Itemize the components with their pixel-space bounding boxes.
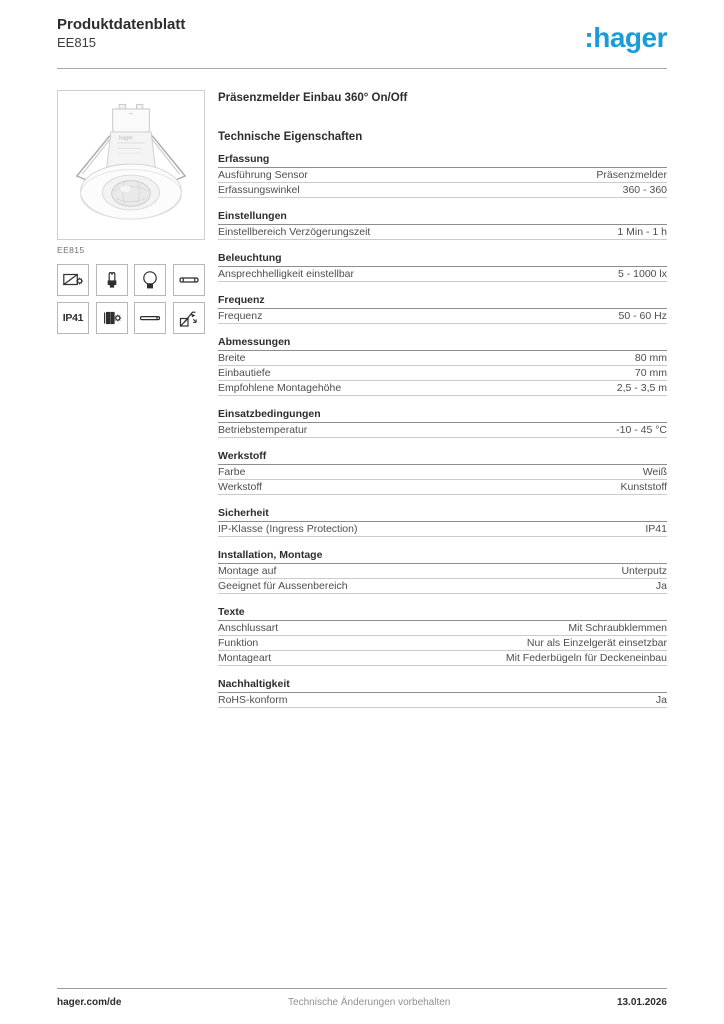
spec-row [218, 267, 667, 282]
product-image [57, 90, 205, 240]
spec-section [218, 508, 667, 537]
spec-row [218, 579, 667, 594]
spec-row-label: Ausführung Sensor [218, 169, 308, 181]
hager-logo: :hager [584, 22, 667, 53]
spec-section [218, 295, 667, 324]
spec-row-label: Werkstoff [218, 481, 262, 493]
spec-row [218, 651, 667, 666]
spec-row-value: Präsenzmelder [596, 169, 667, 181]
spec-row-value: Weiß [642, 466, 667, 478]
spec-section [218, 154, 667, 198]
spec-section-title: Nachhaltigkeit [218, 679, 667, 693]
spec-row-value: 2,5 - 3,5 m [616, 382, 667, 394]
spec-section-title: Einsatzbedingungen [218, 409, 667, 423]
spec-section-title: Installation, Montage [218, 550, 667, 564]
header-divider [57, 68, 667, 69]
spec-row [218, 621, 667, 636]
spec-section-title: Abmessungen [218, 337, 667, 351]
cfl-lamp-icon [96, 264, 128, 296]
spec-row [218, 693, 667, 708]
product-image-caption: EE815 [57, 245, 85, 255]
spec-row [218, 366, 667, 381]
spec-row-label: Breite [218, 352, 246, 364]
spec-row-label: Empfohlene Montagehöhe [218, 382, 342, 394]
footer-date: 13.01.2026 [616, 997, 667, 1008]
footer-website: hager.com/de [57, 997, 122, 1008]
spec-row-label: Funktion [218, 637, 259, 649]
spec-section [218, 607, 667, 666]
spec-row-label: Einbautiefe [218, 367, 271, 379]
spec-row-label: Anschlussart [218, 622, 279, 634]
product-title: Präsenzmelder Einbau 360° On/Off [218, 92, 408, 104]
spec-row-value: -10 - 45 °C [616, 424, 667, 436]
spec-row [218, 636, 667, 651]
spec-row-value: Kunststoff [620, 481, 667, 493]
spec-row-label: RoHS-konform [218, 694, 288, 706]
spec-row-value: Mit Schraubklemmen [568, 622, 667, 634]
spec-column [218, 90, 667, 708]
spec-row [218, 309, 667, 324]
ip-rating-badge [57, 302, 89, 334]
spec-row-value: 80 mm [634, 352, 667, 364]
spec-section [218, 409, 667, 438]
switch-actuator-icon [173, 302, 205, 334]
footer-disclaimer: Technische Änderungen vorbehalten [288, 997, 451, 1008]
spec-sections [218, 154, 667, 708]
product-media-column [57, 90, 205, 334]
spec-row-label: Frequenz [218, 310, 263, 322]
header [57, 16, 667, 51]
conventional-transformer-icon [96, 302, 128, 334]
spec-section-title: Einstellungen [218, 211, 667, 225]
spec-row-value: 5 - 1000 lx [617, 268, 667, 280]
feature-icon-grid [57, 264, 205, 334]
fluorescent-tube-icon [134, 302, 166, 334]
spec-section-title: Sicherheit [218, 508, 667, 522]
spec-section-title: Erfassung [218, 154, 667, 168]
spec-section [218, 550, 667, 594]
svg-text:hager: hager [119, 135, 134, 142]
spec-row [218, 183, 667, 198]
spec-row [218, 381, 667, 396]
spec-row-label: Montageart [218, 652, 272, 664]
spec-row-label: Ansprechhelligkeit einstellbar [218, 268, 354, 280]
spec-row-value: Mit Federbügeln für Deckeneinbau [505, 652, 667, 664]
spec-row-label: Montage auf [218, 565, 277, 577]
spec-row [218, 480, 667, 495]
spec-row-label: Geeignet für Aussenbereich [218, 580, 348, 592]
presence-detector-illustration [64, 96, 198, 234]
spec-row-label: Einstellbereich Verzögerungszeit [218, 226, 371, 238]
spec-section-title: Texte [218, 607, 667, 621]
spec-row-value: 1 Min - 1 h [617, 226, 667, 238]
spec-section [218, 253, 667, 282]
spec-row [218, 423, 667, 438]
incandescent-lamp-icon [134, 264, 166, 296]
spec-row [218, 168, 667, 183]
spec-row-value: IP41 [645, 523, 667, 535]
tech-properties-title: Technische Eigenschaften [218, 131, 363, 143]
spec-section-title: Beleuchtung [218, 253, 667, 267]
spec-row-value: Ja [655, 694, 667, 706]
doc-type-title: Produktdatenblatt [57, 16, 186, 33]
spec-row [218, 564, 667, 579]
spec-section-title: Werkstoff [218, 451, 667, 465]
spec-row-value: 50 - 60 Hz [618, 310, 667, 322]
spec-section [218, 337, 667, 396]
spec-row-value: Unterputz [621, 565, 667, 577]
spec-section [218, 451, 667, 495]
spec-row-label: Farbe [218, 466, 246, 478]
spec-section-title: Frequenz [218, 295, 667, 309]
spec-row-label: IP-Klasse (Ingress Protection) [218, 523, 358, 535]
spec-row [218, 225, 667, 240]
spec-row-value: 360 - 360 [622, 184, 667, 196]
spec-row [218, 465, 667, 480]
footer [57, 988, 667, 1008]
spec-row-label: Erfassungswinkel [218, 184, 300, 196]
spec-row-value: Nur als Einzelgerät einsetzbar [526, 637, 667, 649]
spec-row [218, 351, 667, 366]
spec-section [218, 679, 667, 708]
electronic-transformer-icon [57, 264, 89, 296]
ip-rating-label: IP41 [62, 312, 84, 324]
spec-row-value: 70 mm [634, 367, 667, 379]
spec-section [218, 211, 667, 240]
product-code: EE815 [57, 35, 97, 50]
spec-row-label: Betriebstemperatur [218, 424, 308, 436]
spec-row-value: Ja [655, 580, 667, 592]
fluorescent-tube-small-icon [173, 264, 205, 296]
spec-row [218, 522, 667, 537]
